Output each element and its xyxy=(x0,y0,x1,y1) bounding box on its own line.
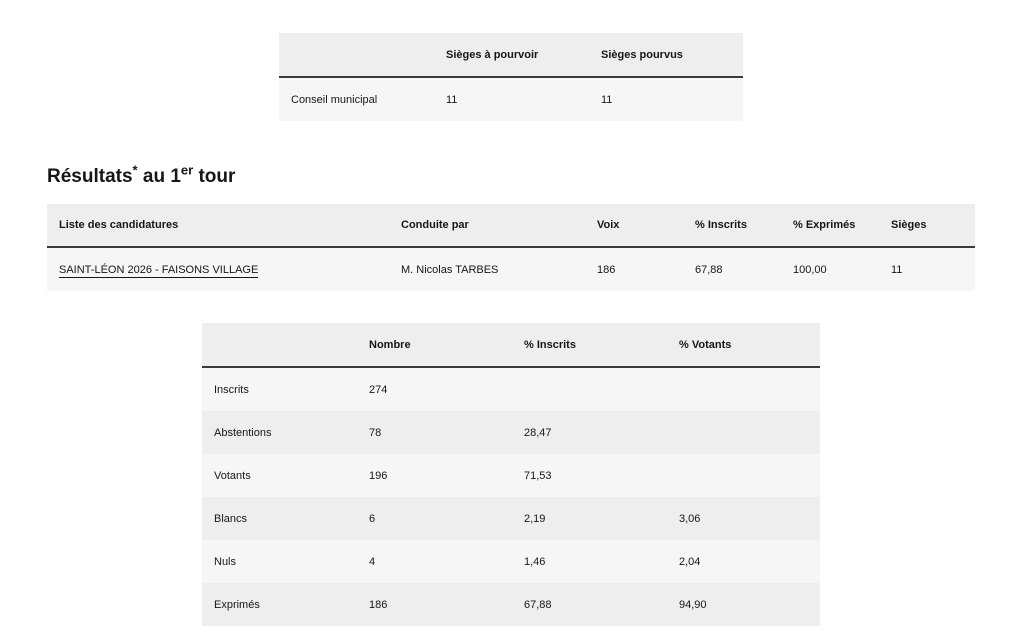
table-header-row xyxy=(202,323,820,367)
column-header-pct-expressed: % Exprimés xyxy=(781,204,879,247)
column-header-count: Nombre xyxy=(357,323,512,367)
table-cell: 3,06 xyxy=(667,497,820,540)
table-cell: Votants xyxy=(202,454,357,497)
table-cell: 274 xyxy=(357,367,512,411)
column-header-votes: Voix xyxy=(585,204,683,247)
heading-text-suffix: tour xyxy=(193,166,236,187)
table-cell: Exprimés xyxy=(202,583,357,626)
table-cell: 94,90 xyxy=(667,583,820,626)
column-header-led-by: Conduite par xyxy=(389,204,585,247)
table-cell: 78 xyxy=(357,411,512,454)
table-cell: 6 xyxy=(357,497,512,540)
table-row xyxy=(47,247,975,291)
column-header-seats: Sièges xyxy=(879,204,975,247)
column-header-list: Liste des candidatures xyxy=(47,204,389,247)
table-cell: 100,00 xyxy=(781,247,879,291)
table-cell xyxy=(667,454,820,497)
table-cell: 28,47 xyxy=(512,411,667,454)
table-row xyxy=(202,411,820,454)
table-cell: 67,88 xyxy=(683,247,781,291)
table-cell: Inscrits xyxy=(202,367,357,411)
heading-text-middle: au 1 xyxy=(137,166,181,187)
table-cell: Blancs xyxy=(202,497,357,540)
table-cell xyxy=(512,367,667,411)
seats-table xyxy=(279,33,743,121)
table-cell: 4 xyxy=(357,540,512,583)
candidate-list-link[interactable]: SAINT-LÉON 2026 - FAISONS VILLAGE xyxy=(59,263,259,276)
table-row xyxy=(279,77,743,121)
table-cell xyxy=(667,411,820,454)
column-header-label xyxy=(279,33,434,77)
heading-asterisk: * xyxy=(132,162,138,178)
table-cell: 186 xyxy=(357,583,512,626)
column-header-pct-registered: % Inscrits xyxy=(683,204,781,247)
heading-ordinal: er xyxy=(180,162,194,178)
column-header-pct-voters: % Votants xyxy=(667,323,820,367)
table-cell: 67,88 xyxy=(512,583,667,626)
table-header-row xyxy=(47,204,975,247)
table-cell: 71,53 xyxy=(512,454,667,497)
table-row xyxy=(202,540,820,583)
table-cell: Abstentions xyxy=(202,411,357,454)
table-cell: Conseil municipal xyxy=(279,77,434,121)
table-cell: 186 xyxy=(585,247,683,291)
table-cell: 2,04 xyxy=(667,540,820,583)
table-cell: 11 xyxy=(589,77,743,121)
table-cell: Nuls xyxy=(202,540,357,583)
table-cell: 11 xyxy=(434,77,589,121)
candidates-table xyxy=(47,204,975,291)
participation-table xyxy=(202,323,820,626)
table-row xyxy=(202,367,820,411)
results-heading xyxy=(47,162,236,188)
table-row xyxy=(202,583,820,626)
table-cell xyxy=(47,247,389,291)
table-cell: 1,46 xyxy=(512,540,667,583)
table-row xyxy=(202,497,820,540)
table-cell: M. Nicolas TARBES xyxy=(389,247,585,291)
table-cell xyxy=(667,367,820,411)
column-header-seats-to-fill: Sièges à pourvoir xyxy=(434,33,589,77)
table-cell: 2,19 xyxy=(512,497,667,540)
table-row xyxy=(202,454,820,497)
table-cell: 11 xyxy=(879,247,975,291)
table-header-row xyxy=(279,33,743,77)
heading-text: Résultats xyxy=(47,166,133,187)
table-cell: 196 xyxy=(357,454,512,497)
column-header-pct-registered: % Inscrits xyxy=(512,323,667,367)
column-header-label xyxy=(202,323,357,367)
column-header-seats-filled: Sièges pourvus xyxy=(589,33,743,77)
